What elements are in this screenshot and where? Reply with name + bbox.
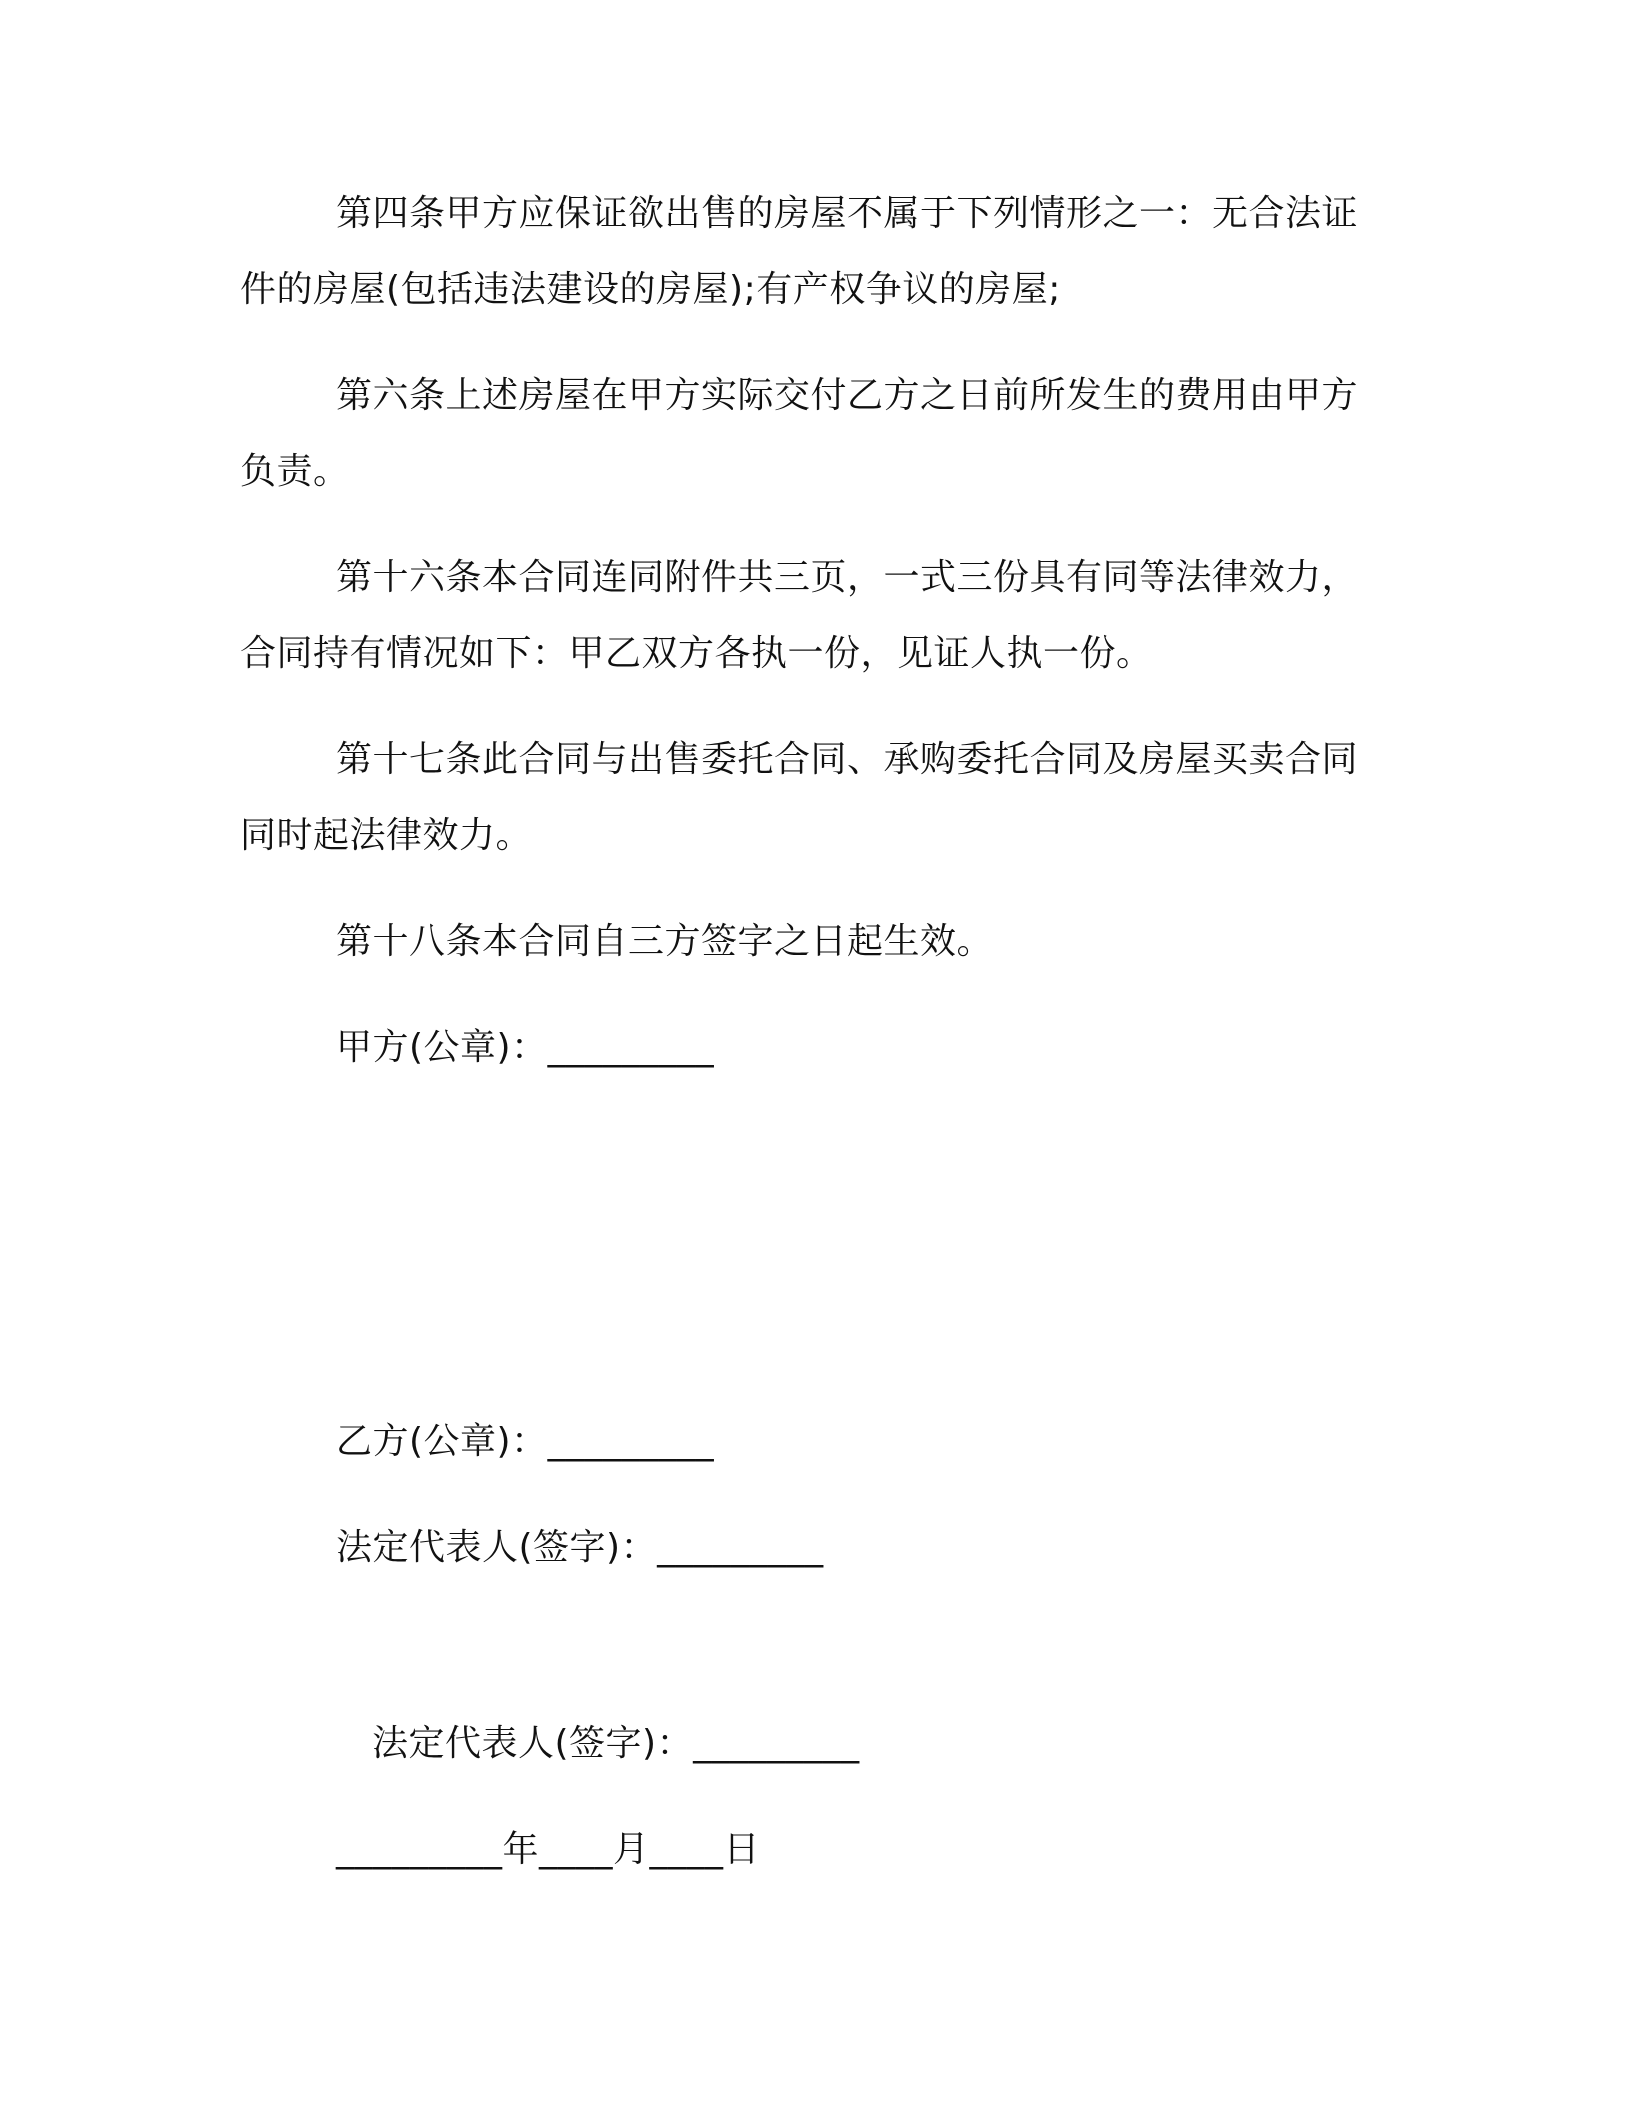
legal-representative-signature-line-1: 法定代表人(签字)：_________	[336, 1527, 824, 1568]
clause-4: 第四条甲方应保证欲出售的房屋不属于下列情形之一：无合法证件的房屋(包括违法建设的房屋);有产权争议的房屋;	[240, 193, 1359, 310]
clause-18: 第十八条本合同自三方签字之日起生效。	[336, 921, 994, 962]
clause-16: 第十六条本合同连同附件共三页，一式三份具有同等法律效力，合同持有情况如下：甲乙双方各执一份，见证人执一份。	[240, 557, 1359, 674]
legal-representative-signature-line-2: 法定代表人(签字)：_________	[372, 1723, 860, 1764]
clause-17: 第十七条此合同与出售委托合同、承购委托合同及房屋买卖合同同时起法律效力。	[240, 739, 1359, 856]
party-b-seal-line: 乙方(公章)：_________	[336, 1421, 715, 1462]
party-a-seal-line: 甲方(公章)：_________	[336, 1027, 715, 1068]
clause-6: 第六条上述房屋在甲方实际交付乙方之日前所发生的费用由甲方负责。	[240, 375, 1359, 492]
date-line: _________年____月____日	[336, 1829, 760, 1870]
